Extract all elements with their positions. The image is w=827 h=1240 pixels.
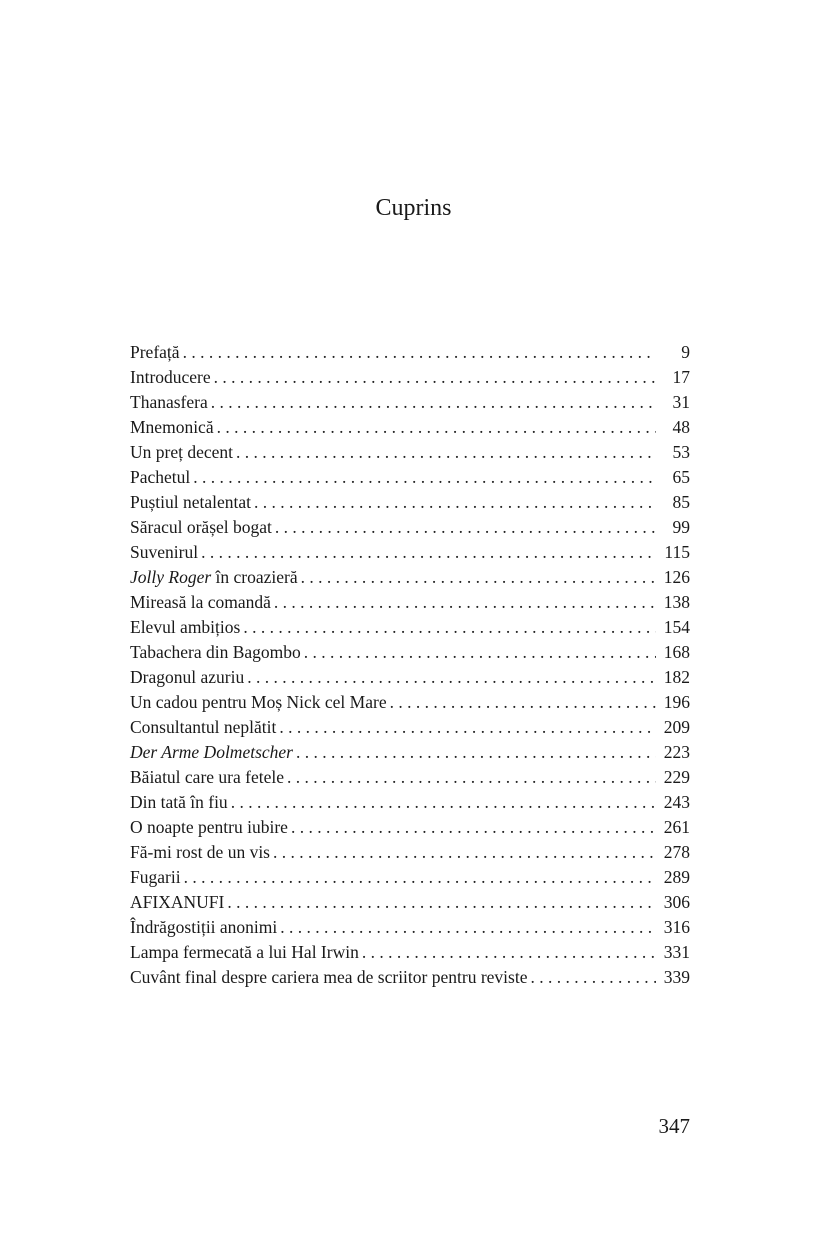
toc-entry-title-text: Săracul orășel bogat xyxy=(130,517,272,537)
toc-entry-leader-dots xyxy=(244,665,656,690)
toc-entry-page: 48 xyxy=(672,417,690,437)
toc-entry-page: 196 xyxy=(663,692,690,712)
toc-entry-leader-dots xyxy=(251,490,656,515)
toc-entry xyxy=(130,815,690,840)
toc-entry xyxy=(130,665,690,690)
toc-entry-title xyxy=(130,640,301,665)
toc-entry-page: 223 xyxy=(663,742,690,762)
toc-entry xyxy=(130,915,690,940)
toc-entry-title-text: Elevul ambițios xyxy=(130,617,241,637)
toc-entry-leader-dots xyxy=(270,840,656,865)
toc-entry-page: 138 xyxy=(663,592,690,612)
toc-entry xyxy=(130,440,690,465)
toc-entry-title-italic: Der Arme Dolmetscher xyxy=(130,742,293,762)
toc-entry-leader-dots xyxy=(181,865,656,890)
toc-entry-leader-dots xyxy=(180,340,656,365)
toc-entry-title-text: Lampa fermecată a lui Hal Irwin xyxy=(130,942,359,962)
toc-entry-leader-dots xyxy=(272,515,656,540)
toc-entry-title xyxy=(130,715,276,740)
toc-entry-title xyxy=(130,590,271,615)
toc-entry-title xyxy=(130,740,293,765)
toc-entry-title xyxy=(130,340,180,365)
toc-entry-title xyxy=(130,815,288,840)
toc-entry-leader-dots xyxy=(198,540,656,565)
toc-entry-title xyxy=(130,915,277,940)
toc-entry-title-text: Băiatul care ura fetele xyxy=(130,767,284,787)
toc-entry-title-text: AFIXANUFI xyxy=(130,892,225,912)
toc-entry-title-text: Mireasă la comandă xyxy=(130,592,271,612)
toc-entry-title-text: Fugarii xyxy=(130,867,181,887)
toc-entry-title xyxy=(130,390,208,415)
toc-entry-title xyxy=(130,765,284,790)
toc-entry-title-text: Cuvânt final despre cariera mea de scriitor pentru reviste xyxy=(130,967,528,987)
toc-entry-leader-dots xyxy=(224,890,656,915)
toc-entry-title xyxy=(130,615,240,640)
toc-entry-title-text: O noapte pentru iubire xyxy=(130,817,288,837)
toc-entry xyxy=(130,415,690,440)
toc-entry-page: 316 xyxy=(663,917,690,937)
toc-entry-page: 154 xyxy=(663,617,690,637)
toc-entry-title xyxy=(130,840,270,865)
toc-entry-title-text: Consultantul neplătit xyxy=(130,717,277,737)
toc-entry-page: 126 xyxy=(663,567,690,587)
toc-entry xyxy=(130,965,690,990)
toc-entry-title-text: Thanasfera xyxy=(130,392,208,412)
toc-entry-page: 331 xyxy=(663,942,690,962)
toc-entry-title xyxy=(130,940,359,965)
toc-entry xyxy=(130,765,690,790)
toc-entry-page: 261 xyxy=(663,817,690,837)
toc-entry-title-text: Un preț decent xyxy=(130,442,234,462)
toc-entry xyxy=(130,840,690,865)
toc-entry-title-text: Îndrăgostiții anonimi xyxy=(130,917,278,937)
toc-entry xyxy=(130,540,690,565)
toc-entry-leader-dots xyxy=(301,640,656,665)
toc-entry-leader-dots xyxy=(240,615,656,640)
toc-entry-page: 289 xyxy=(663,867,690,887)
toc-entry-page: 229 xyxy=(663,767,690,787)
toc-entry-leader-dots xyxy=(190,465,656,490)
toc-entry xyxy=(130,940,690,965)
toc-entry-title-text: Prefață xyxy=(130,342,180,362)
toc-entry xyxy=(130,465,690,490)
toc-entry-leader-dots xyxy=(293,740,656,765)
toc-entry-title-text: în croazieră xyxy=(211,567,298,587)
toc-entry-page: 182 xyxy=(663,667,690,687)
toc-entry-page: 99 xyxy=(672,517,690,537)
toc-entry-title-text: Dragonul azuriu xyxy=(130,667,245,687)
toc-entry-title xyxy=(130,565,298,590)
toc-entry-page: 243 xyxy=(663,792,690,812)
toc-entry-title-italic: Jolly Roger xyxy=(130,567,212,587)
toc-entry-page: 53 xyxy=(672,442,690,462)
toc-entry-title-text: Suvenirul xyxy=(130,542,199,562)
toc-entry-leader-dots xyxy=(208,390,656,415)
toc-entry xyxy=(130,565,690,590)
toc-entry xyxy=(130,690,690,715)
toc-entry-page: 115 xyxy=(664,542,690,562)
table-of-contents xyxy=(130,340,690,990)
toc-entry-leader-dots xyxy=(271,590,656,615)
toc-entry xyxy=(130,615,690,640)
toc-entry xyxy=(130,515,690,540)
toc-entry-title xyxy=(130,540,198,565)
toc-entry-title xyxy=(130,440,233,465)
toc-entry-title xyxy=(130,365,211,390)
toc-entry-title-text: Introducere xyxy=(130,367,211,387)
toc-entry xyxy=(130,590,690,615)
toc-entry-title-text: Pachetul xyxy=(130,467,191,487)
toc-entry-leader-dots xyxy=(298,565,656,590)
toc-entry-title xyxy=(130,465,190,490)
toc-entry-page: 306 xyxy=(663,892,690,912)
toc-entry-leader-dots xyxy=(288,815,656,840)
toc-entry-title-text: Mnemonică xyxy=(130,417,214,437)
toc-entry xyxy=(130,890,690,915)
toc-entry-title xyxy=(130,865,181,890)
toc-entry-title xyxy=(130,665,244,690)
page-number: 347 xyxy=(658,1114,690,1138)
toc-entry xyxy=(130,865,690,890)
toc-entry-title-text: Un cadou pentru Moș Nick cel Mare xyxy=(130,692,387,712)
toc-entry xyxy=(130,640,690,665)
toc-entry-title xyxy=(130,515,272,540)
toc-entry-page: 85 xyxy=(672,492,690,512)
toc-entry-leader-dots xyxy=(359,940,656,965)
toc-entry xyxy=(130,390,690,415)
toc-entry xyxy=(130,790,690,815)
toc-entry xyxy=(130,365,690,390)
toc-entry xyxy=(130,490,690,515)
toc-entry-title xyxy=(130,790,228,815)
toc-entry-title xyxy=(130,490,251,515)
toc-entry-title xyxy=(130,890,224,915)
toc-entry-leader-dots xyxy=(284,765,656,790)
toc-entry-leader-dots xyxy=(527,965,656,990)
toc-entry-title xyxy=(130,965,527,990)
toc-entry xyxy=(130,740,690,765)
toc-entry-title-text: Fă-mi rost de un vis xyxy=(130,842,270,862)
toc-entry-page: 65 xyxy=(672,467,690,487)
toc-entry-page: 17 xyxy=(672,367,690,387)
toc-entry xyxy=(130,340,690,365)
toc-entry-leader-dots xyxy=(276,715,656,740)
toc-entry xyxy=(130,715,690,740)
page-title: Cuprins xyxy=(375,195,452,221)
toc-entry-page: 31 xyxy=(672,392,690,412)
toc-entry-leader-dots xyxy=(211,365,656,390)
toc-entry-title-text: Puștiul netalentat xyxy=(130,492,252,512)
toc-entry-leader-dots xyxy=(233,440,656,465)
toc-entry-page: 209 xyxy=(663,717,690,737)
toc-entry-leader-dots xyxy=(228,790,656,815)
toc-entry-leader-dots xyxy=(214,415,656,440)
toc-entry-leader-dots xyxy=(387,690,656,715)
toc-entry-leader-dots xyxy=(277,915,656,940)
toc-entry-title xyxy=(130,415,214,440)
toc-entry-title-text: Tabachera din Bagombo xyxy=(130,642,301,662)
toc-entry-page: 168 xyxy=(663,642,690,662)
toc-entry-page: 339 xyxy=(663,967,690,987)
toc-entry-title-text: Din tată în fiu xyxy=(130,792,228,812)
toc-entry-title xyxy=(130,690,387,715)
toc-entry-page: 278 xyxy=(663,842,690,862)
toc-entry-page: 9 xyxy=(681,342,690,362)
